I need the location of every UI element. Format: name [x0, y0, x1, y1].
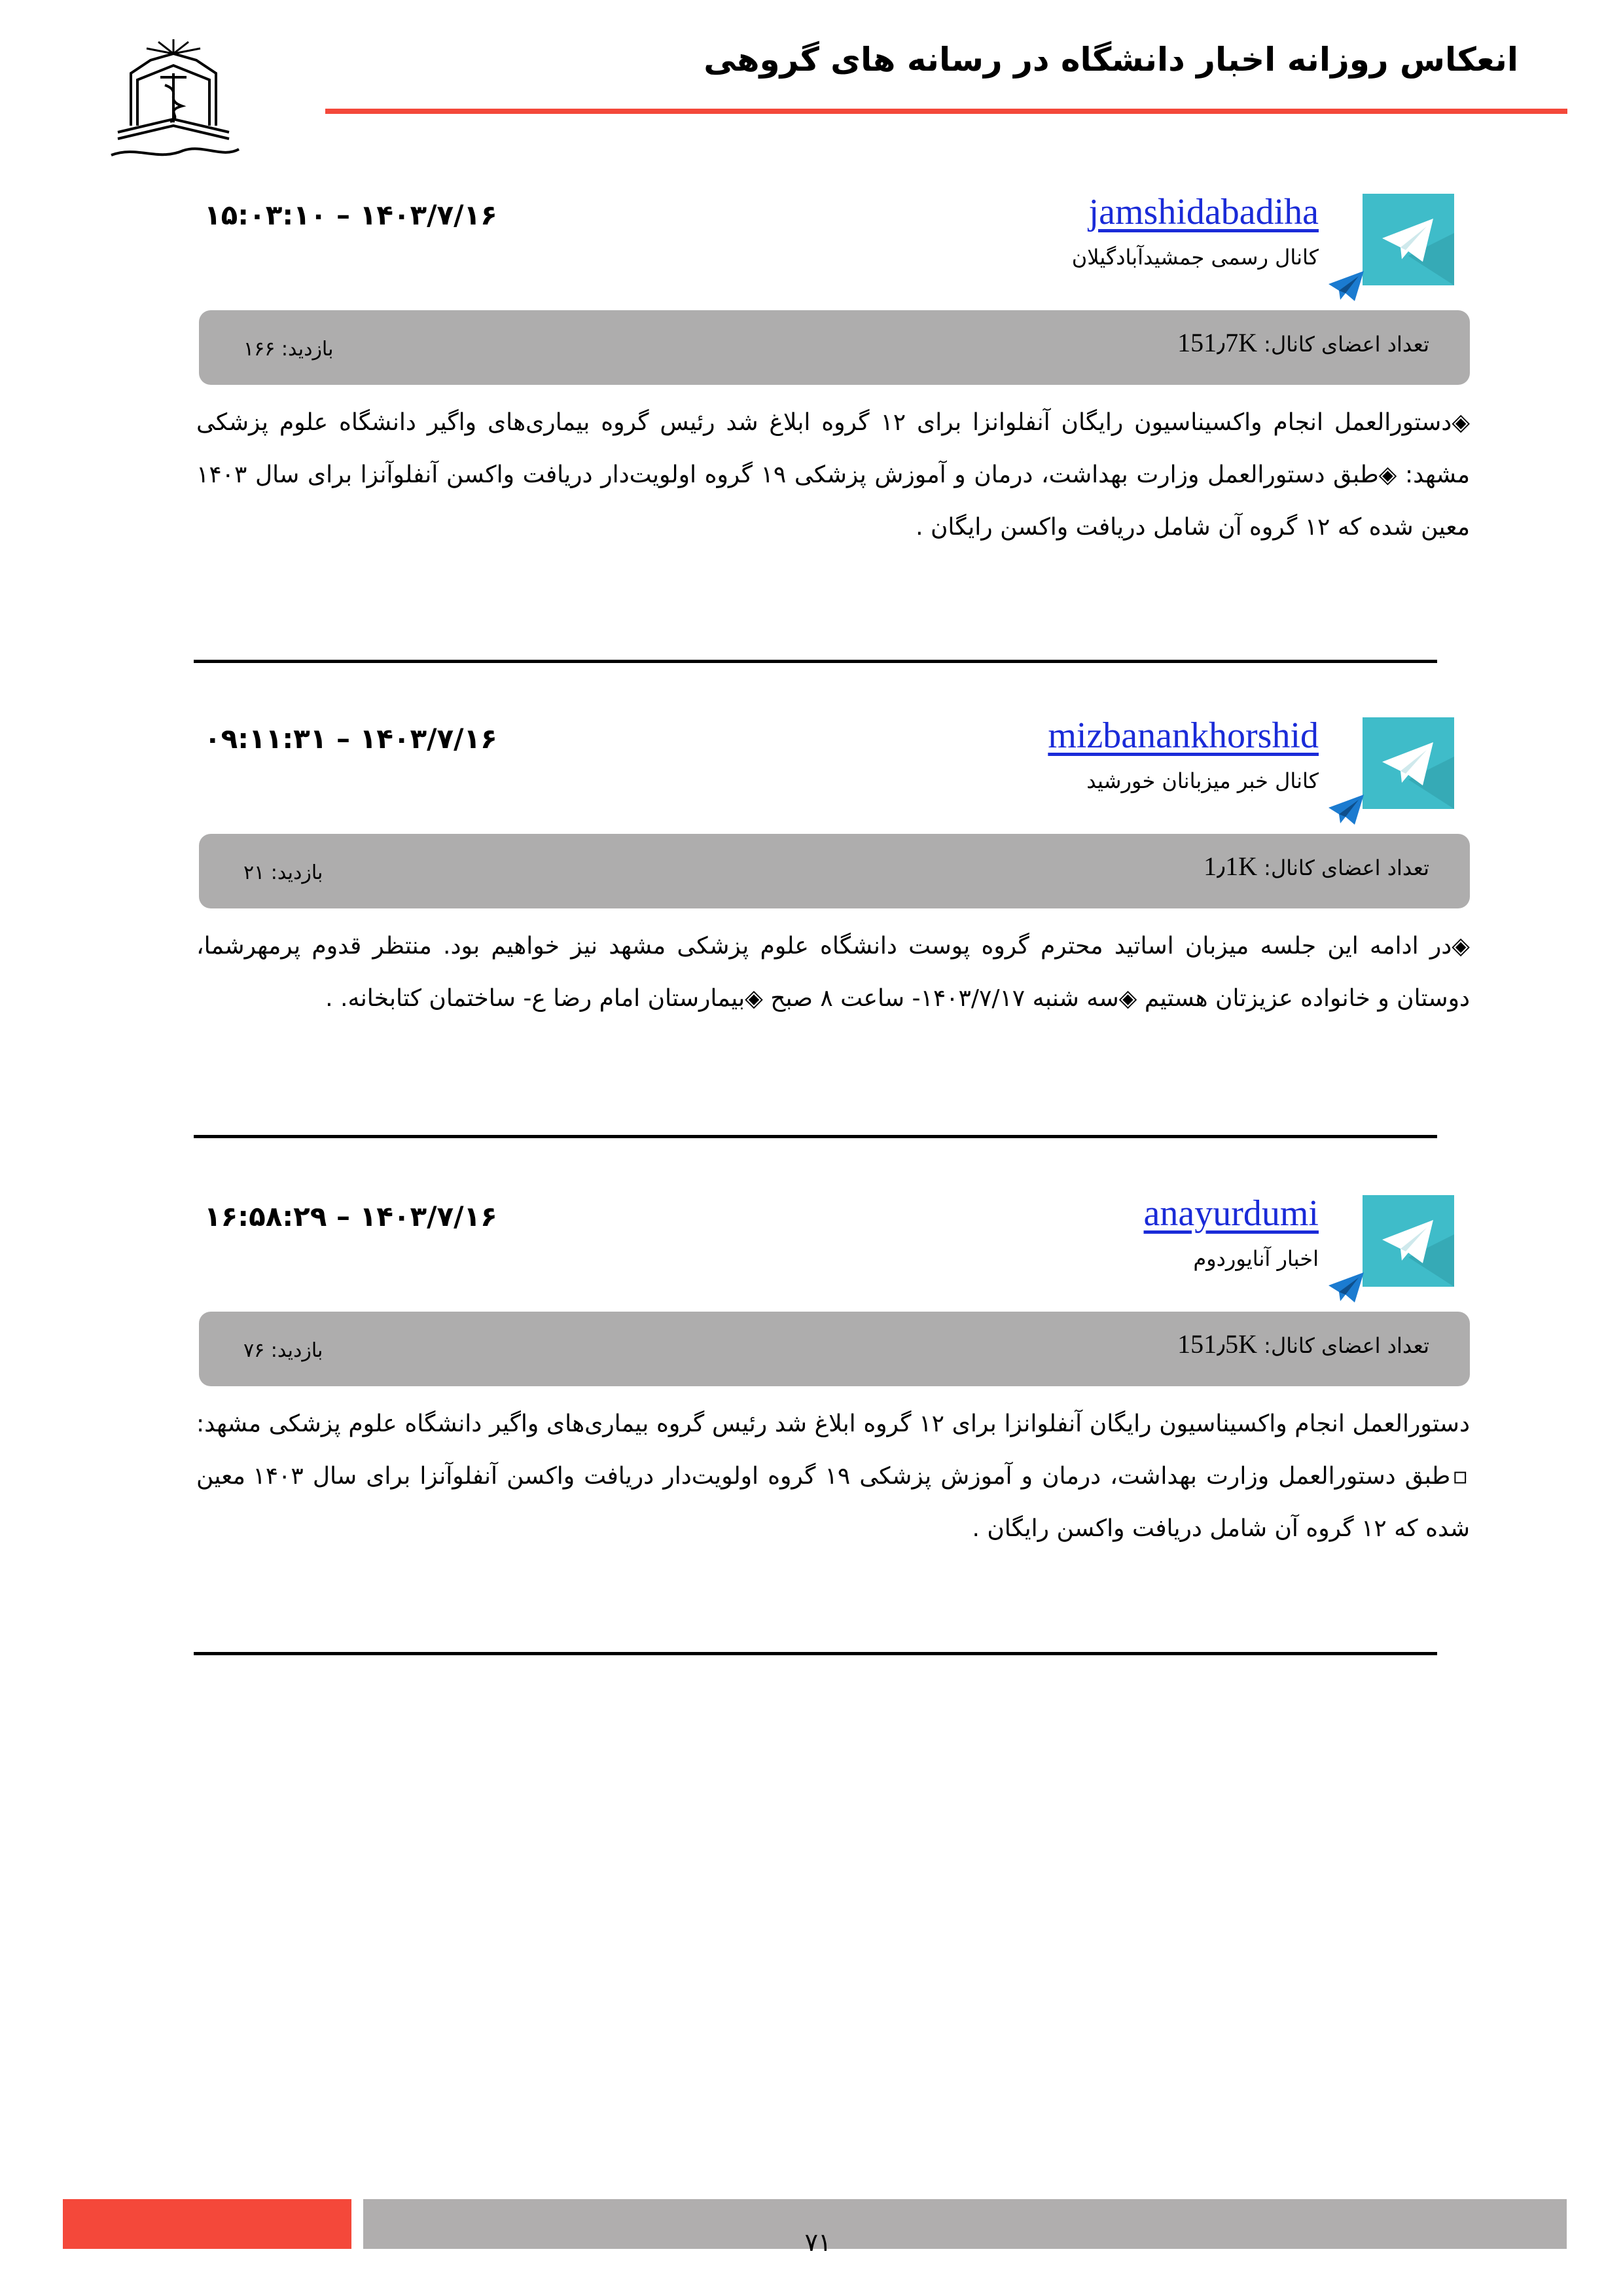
- university-logo: [105, 34, 242, 165]
- view-count: بازدید: ۲۱: [243, 861, 323, 884]
- telegram-icon: [1363, 717, 1454, 809]
- channel-title: کانال رسمی جمشیدآبادگیلان: [1071, 245, 1319, 270]
- stats-box: [199, 834, 1470, 908]
- footer-bar: [363, 2199, 1567, 2249]
- channel-title: اخبار آنایوردوم: [1193, 1246, 1319, 1271]
- page-number: ۷۱: [804, 2228, 832, 2257]
- post-datetime: ۰۹:۱۱:۳۱ – ۱۴۰۳/۷/۱۶: [204, 723, 497, 755]
- member-count: تعداد اعضای کانال: 151٫7K: [1177, 328, 1429, 357]
- view-count: بازدید: ۷۶: [243, 1339, 323, 1362]
- post-separator: [194, 1652, 1437, 1655]
- post-separator: [194, 660, 1437, 663]
- member-count: تعداد اعضای کانال: 151٫5K: [1177, 1329, 1429, 1359]
- header-divider: [325, 109, 1567, 114]
- view-count: بازدید: ۱۶۶: [243, 338, 334, 361]
- post-text: ◈دستورالعمل انجام واکسیناسیون رایگان آنفلوانزا برای ۱۲ گروه ابلاغ شد رئیس گروه بیماری‌های واگیر دانشگاه علوم پزشکی مشهد: ◈طبق دستورالعمل وزارت بهداشت، درمان و آموزش پزشکی ۱۹ گروه اولویت‌دار دریافت واکسن آنفلوآنزا برای سال ۱۴۰۳ معین شده که ۱۲ گروه آن شامل دریافت واکسن رایگان .: [196, 409, 1471, 541]
- channel-title: کانال خبر میزبانان خورشید: [1086, 768, 1319, 793]
- stats-box: [199, 1312, 1470, 1386]
- post-datetime: ۱۵:۰۳:۱۰ – ۱۴۰۳/۷/۱۶: [204, 199, 497, 231]
- stats-box: [199, 310, 1470, 385]
- channel-handle-link[interactable]: jamshidabadiha: [1088, 192, 1319, 232]
- telegram-icon: [1363, 194, 1454, 285]
- member-count: تعداد اعضای کانال: 1٫1K: [1204, 852, 1429, 881]
- channel-handle-link[interactable]: anayurdumi: [1143, 1193, 1319, 1234]
- paper-plane-icon: [1327, 270, 1366, 302]
- post-text: دستورالعمل انجام واکسیناسیون رایگان آنفلوانزا برای ۱۲ گروه ابلاغ شد رئیس گروه بیماری‌های واگیر دانشگاه علوم پزشکی مشهد: ▫طبق دستورالعمل وزارت بهداشت، درمان و آموزش پزشکی ۱۹ گروه اولویت‌دار دریافت واکسن آنفلوآنزا برای سال ۱۴۰۳ معین شده که ۱۲ گروه آن شامل دریافت واکسن رایگان .: [196, 1410, 1470, 1542]
- paper-plane-icon: [1327, 793, 1366, 826]
- post-text: ◈در ادامه این جلسه میزبان اساتید محترم گروه پوست دانشگاه علوم پزشکی مشهد نیز خواهیم بود. منتظر قدوم پرمهرشما، دوستان و خانواده عزیزتان هستیم ◈سه شنبه ۱۴۰۳/۷/۱۷- ساعت ۸ صبح ◈بیمارستان امام رضا ع- ساختمان کتابخانه. .: [196, 933, 1470, 1012]
- post-separator: [194, 1135, 1437, 1138]
- paper-plane-icon: [1327, 1271, 1366, 1304]
- page-title: انعکاس روزانه اخبار دانشگاه در رسانه های گروهی: [704, 41, 1518, 79]
- post-datetime: ۱۶:۵۸:۲۹ – ۱۴۰۳/۷/۱۶: [204, 1200, 497, 1232]
- footer-accent-bar: [63, 2199, 351, 2249]
- channel-handle-link[interactable]: mizbanankhorshid: [1048, 715, 1319, 756]
- telegram-icon: [1363, 1195, 1454, 1287]
